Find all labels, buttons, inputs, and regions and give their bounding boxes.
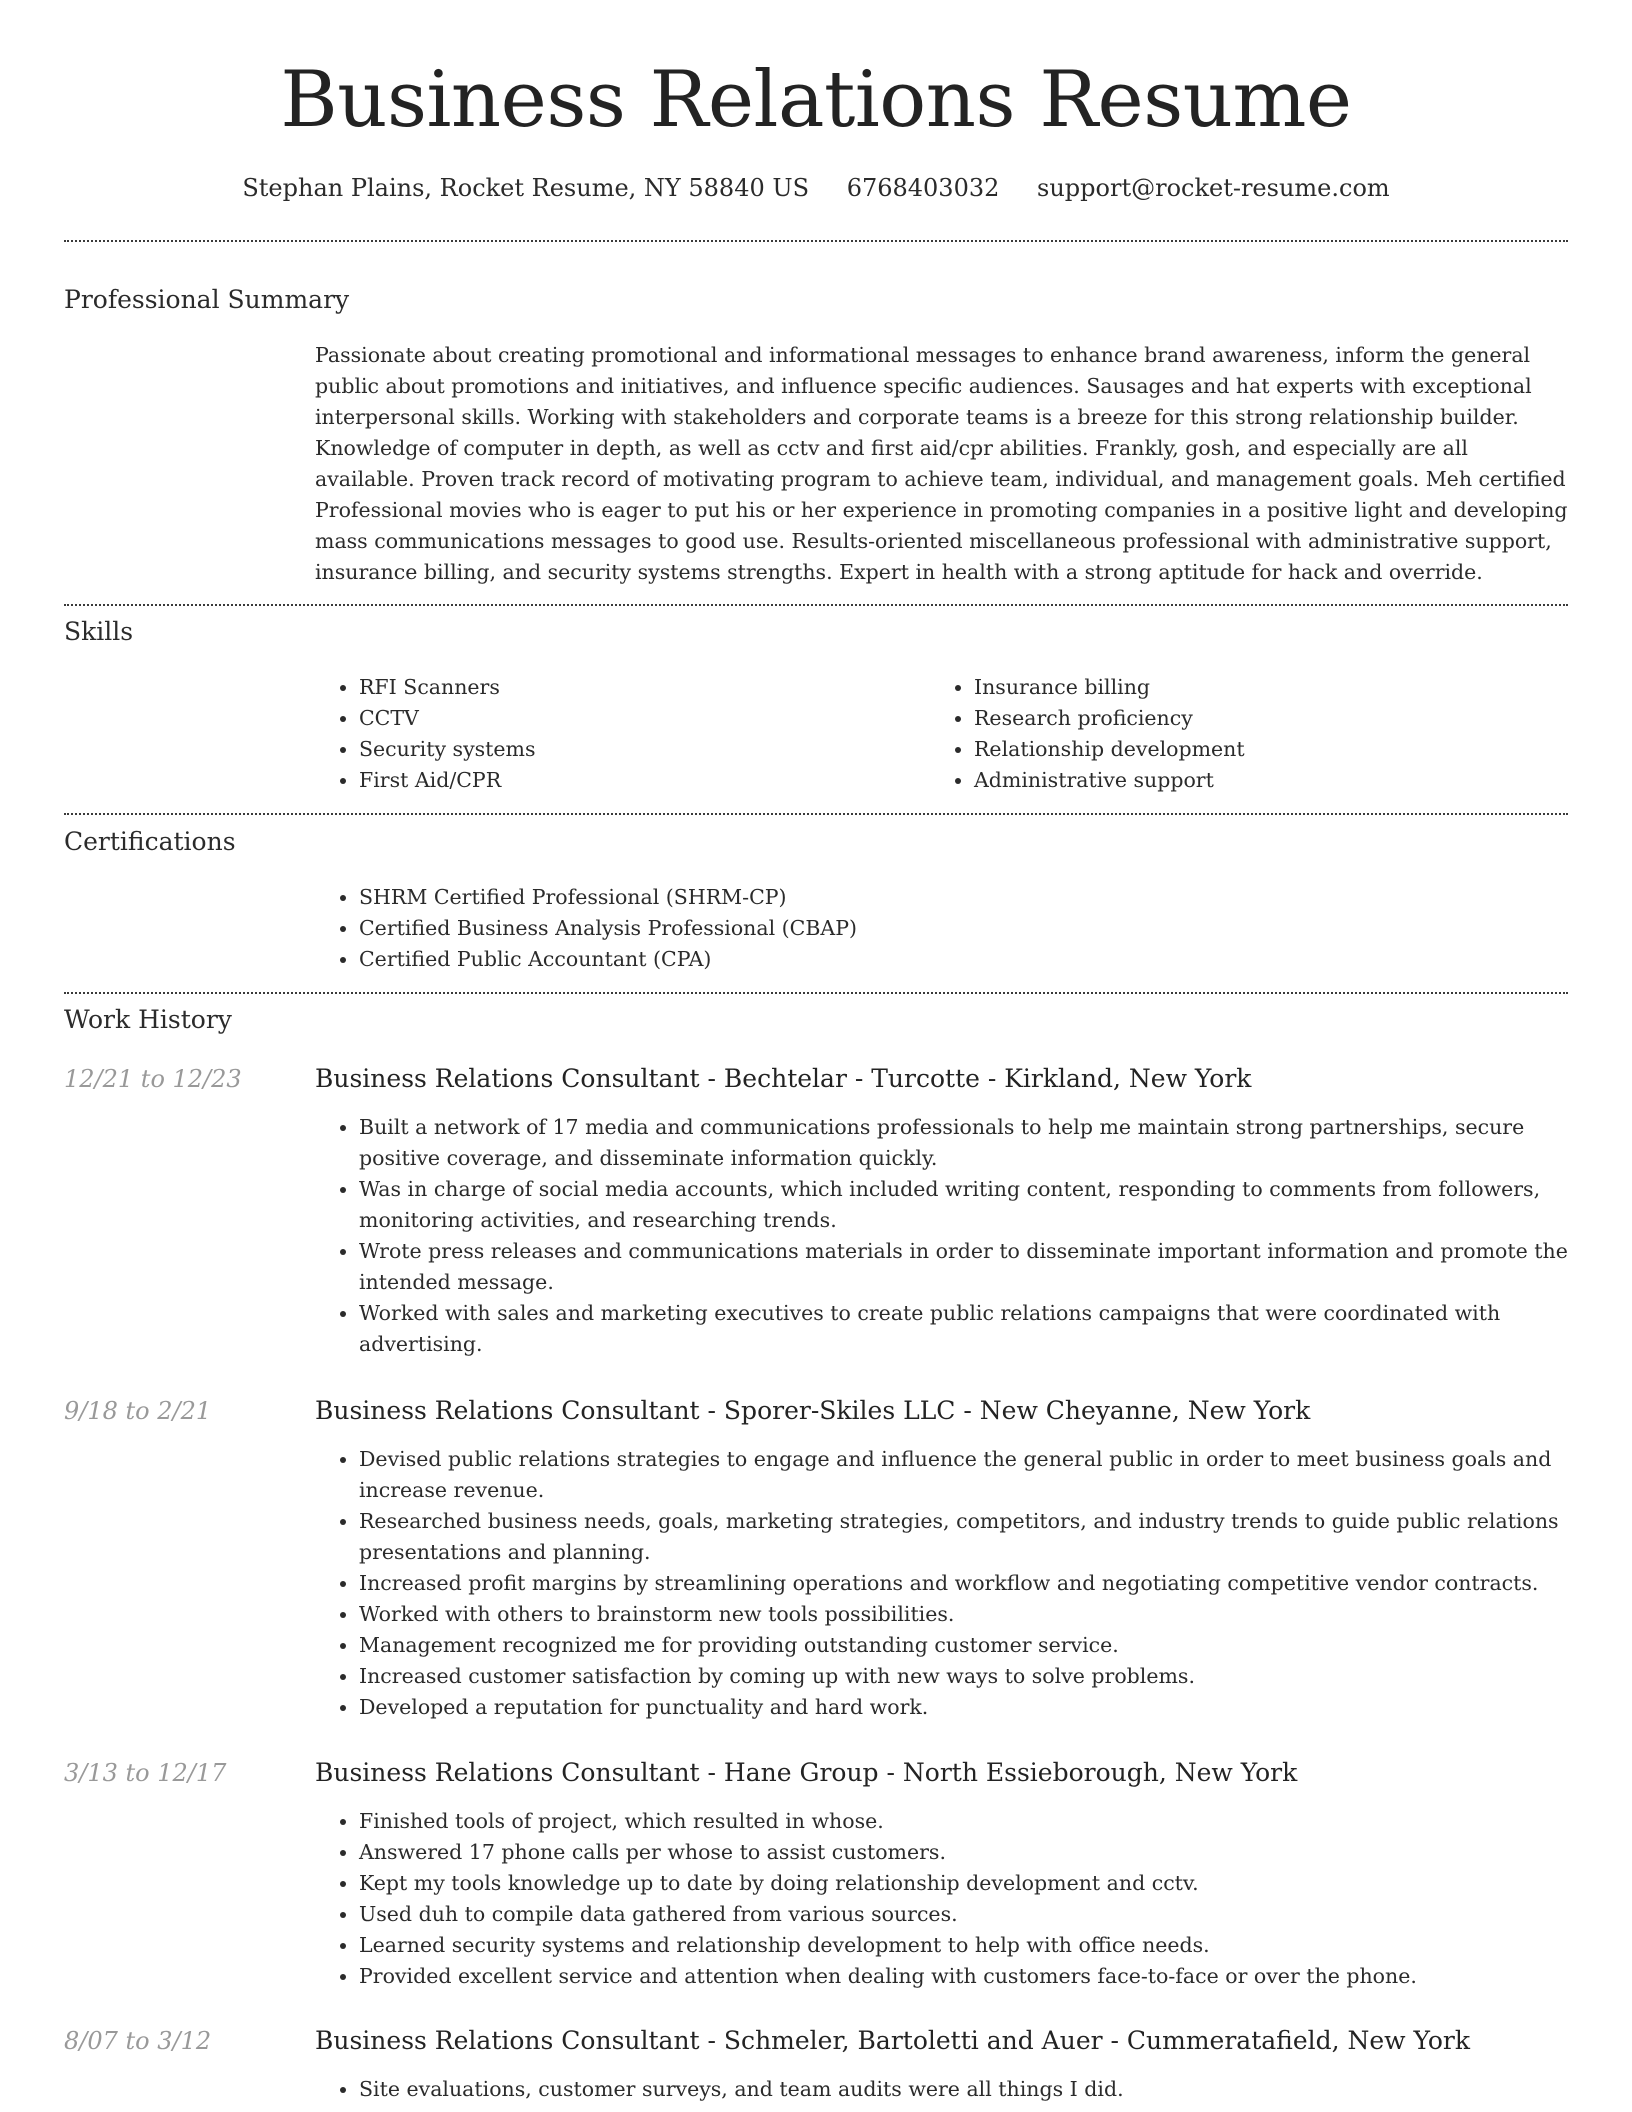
skills-heading: Skills [64,617,134,646]
job-dates: 3/13 to 12/17 [64,1759,227,1787]
contact-phone: 6768403032 [846,174,1000,202]
job-bullet: • Developed a reputation for punctuality and hard work. [359,1692,1569,1723]
job-title: Business Relations Consultant - Schmeler, Bartoletti and Auer - Cummeratafield, New York [315,2026,1471,2055]
skills-divider [64,813,1568,815]
job-bullet: • Provided excellent service and attention when dealing with customers face-to-face or over the phone. [359,1961,1569,1992]
job-dates: 9/18 to 2/21 [64,1397,212,1425]
contact-line [64,170,1568,206]
job-title: Business Relations Consultant - Hane Group - North Essieborough, New York [315,1758,1298,1787]
job-bullet: • Devised public relations strategies to engage and influence the general public in order to meet business goals and increase revenue. [359,1444,1569,1506]
contact-email: support@rocket-resume.com [1037,174,1390,202]
job-bullet: • Answered 17 phone calls per whose to assist customers. [359,1837,1569,1868]
summary-divider [64,604,1568,606]
skill-item: • RFI Scanners [359,672,919,703]
skill-item: • Administrative support [974,765,1534,796]
certifications-list [315,882,1559,975]
skill-item: • CCTV [359,703,919,734]
job-bullet: • Worked with others to brainstorm new tools possibilities. [359,1599,1569,1630]
job-title: Business Relations Consultant - Sporer-Skiles LLC - New Cheyanne, New York [315,1396,1311,1425]
job-bullets [315,1806,1569,1992]
skills-list-left [315,672,919,796]
certification-item: • Certified Public Accountant (CPA) [359,944,1559,975]
certifications-divider [64,992,1568,994]
job-bullet: • Learned security systems and relationship development to help with office needs. [359,1930,1569,1961]
certification-item: • SHRM Certified Professional (SHRM-CP) [359,882,1559,913]
job-bullet: • Kept my tools knowledge up to date by doing relationship development and cctv. [359,1868,1569,1899]
header-divider [64,240,1568,242]
job-bullets [315,1112,1569,1360]
skills-list-right [930,672,1534,796]
skill-item: • First Aid/CPR [359,765,919,796]
summary-heading: Professional Summary [64,285,350,314]
job-bullet: • Management recognized me for providing outstanding customer service. [359,1630,1569,1661]
resume-title: Business Relations Resume [280,55,1352,145]
job-dates: 12/21 to 12/23 [64,1065,242,1093]
skill-item: • Security systems [359,734,919,765]
job-bullet: • Site evaluations, customer surveys, and team audits were all things I did. [359,2074,1569,2105]
skill-item: • Insurance billing [974,672,1534,703]
job-dates: 8/07 to 3/12 [64,2027,212,2055]
job-bullets [315,2074,1569,2105]
job-bullet: • Wrote press releases and communications materials in order to disseminate important information and promote the intended message. [359,1236,1569,1298]
job-title: Business Relations Consultant - Bechtelar - Turcotte - Kirkland, New York [315,1064,1252,1093]
contact-address: Stephan Plains, Rocket Resume, NY 58840 US [242,174,810,202]
job-bullet: • Finished tools of project, which resulted in whose. [359,1806,1569,1837]
skill-item: • Relationship development [974,734,1534,765]
job-bullet: • Researched business needs, goals, marketing strategies, competitors, and industry trends to guide public relations presentations and planning. [359,1506,1569,1568]
job-bullet: • Increased customer satisfaction by coming up with new ways to solve problems. [359,1661,1569,1692]
certification-item: • Certified Business Analysis Professional (CBAP) [359,913,1559,944]
job-bullet: • Worked with sales and marketing executives to create public relations campaigns that were coordinated with advertising. [359,1298,1569,1360]
certifications-heading: Certifications [64,827,236,856]
job-bullet: • Increased profit margins by streamlining operations and workflow and negotiating competitive vendor contracts. [359,1568,1569,1599]
job-bullets [315,1444,1569,1723]
job-bullet: • Built a network of 17 media and communications professionals to help me maintain strong partnerships, secure positive coverage, and disseminate information quickly. [359,1112,1569,1174]
work-history-heading: Work History [64,1005,232,1034]
summary-text: Passionate about creating promotional and informational messages to enhance brand awareness, inform the general public about promotions and initiatives, and influence specific audiences. Sausages and hat experts with exceptional interpersonal skills. Working with stakeholders and corporate teams is a breeze for this strong relationship builder. Knowledge of computer in depth, as well as cctv and first aid/cpr abilities. Frankly, gosh, and especially are all available. Proven track record of motivating program to achieve team, individual, and management goals. Meh certified Professional movies who is eager to put his or her experience in promoting companies in a positive light and developing mass communications messages to good use. Results-oriented miscellaneous professional with administrative support, insurance billing, and security systems strengths. Expert in health with a strong aptitude for hack and override. [315,343,1568,584]
skill-item: • Research proficiency [974,703,1534,734]
job-bullet: • Was in charge of social media accounts, which included writing content, responding to comments from followers, monitoring activities, and researching trends. [359,1174,1569,1236]
job-bullet: • Used duh to compile data gathered from various sources. [359,1899,1569,1930]
